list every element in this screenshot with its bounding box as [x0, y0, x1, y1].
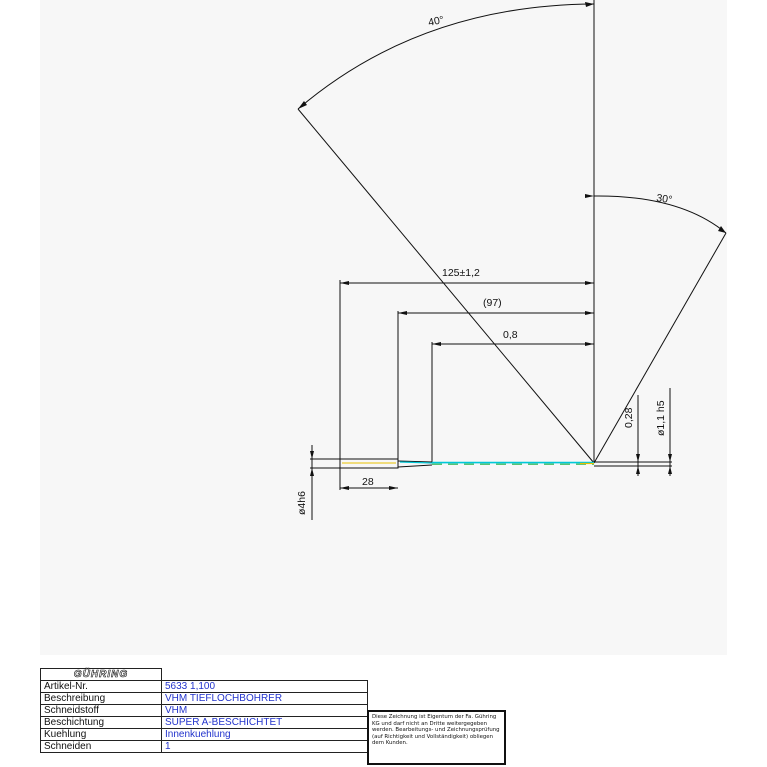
row-value: Innenkuehlung: [162, 729, 368, 741]
flute-body: [342, 462, 594, 464]
row-label: Beschreibung: [41, 693, 162, 705]
table-row: [41, 729, 368, 741]
company-logo: GÜHRING: [41, 669, 162, 681]
title-block-blank: [162, 669, 368, 681]
row-label: Beschichtung: [41, 717, 162, 729]
table-row: [41, 705, 368, 717]
title-block: [40, 668, 368, 753]
angle-40-arc: [298, 4, 594, 109]
dim-tip-diameter-label: ø1,1 h5: [655, 400, 667, 436]
dim-tip-label: 0,8: [503, 329, 518, 341]
angle-40-leg: [298, 109, 594, 463]
angle-30-label: 30°: [655, 192, 673, 207]
angle-40-label: 40°: [427, 13, 446, 29]
row-label: Kuehlung: [41, 729, 162, 741]
dim-shank-length-label: 28: [362, 476, 374, 488]
table-row: [41, 693, 368, 705]
dim-shank-diameter-label: ø4h6: [296, 491, 308, 515]
table-row: [41, 741, 368, 753]
dim-total-length-label: 125±1,2: [442, 267, 480, 279]
row-value: VHM: [162, 705, 368, 717]
row-value: 5633 1,100: [162, 681, 368, 693]
table-row: [41, 681, 368, 693]
dim-flute-length-label: (97): [483, 297, 502, 309]
neck-bottom: [398, 465, 432, 467]
table-row: [41, 717, 368, 729]
row-value: SUPER A-BESCHICHTET: [162, 717, 368, 729]
row-label: Schneiden: [41, 741, 162, 753]
row-label: Artikel-Nr.: [41, 681, 162, 693]
row-label: Schneidstoff: [41, 705, 162, 717]
row-value: VHM TIEFLOCHBOHRER: [162, 693, 368, 705]
ownership-notice: Diese Zeichnung ist Eigentum der Fa. Gühring KG und darf nicht an Dritte weitergegeben werden. Bearbeitungs- und Zeichnungsprüfung (auf Richtigkeit und Vollständigkeit) obliegen dem Kunden.: [367, 710, 506, 765]
row-value: 1: [162, 741, 368, 753]
dim-tip-step-label: 0,28: [623, 407, 635, 428]
